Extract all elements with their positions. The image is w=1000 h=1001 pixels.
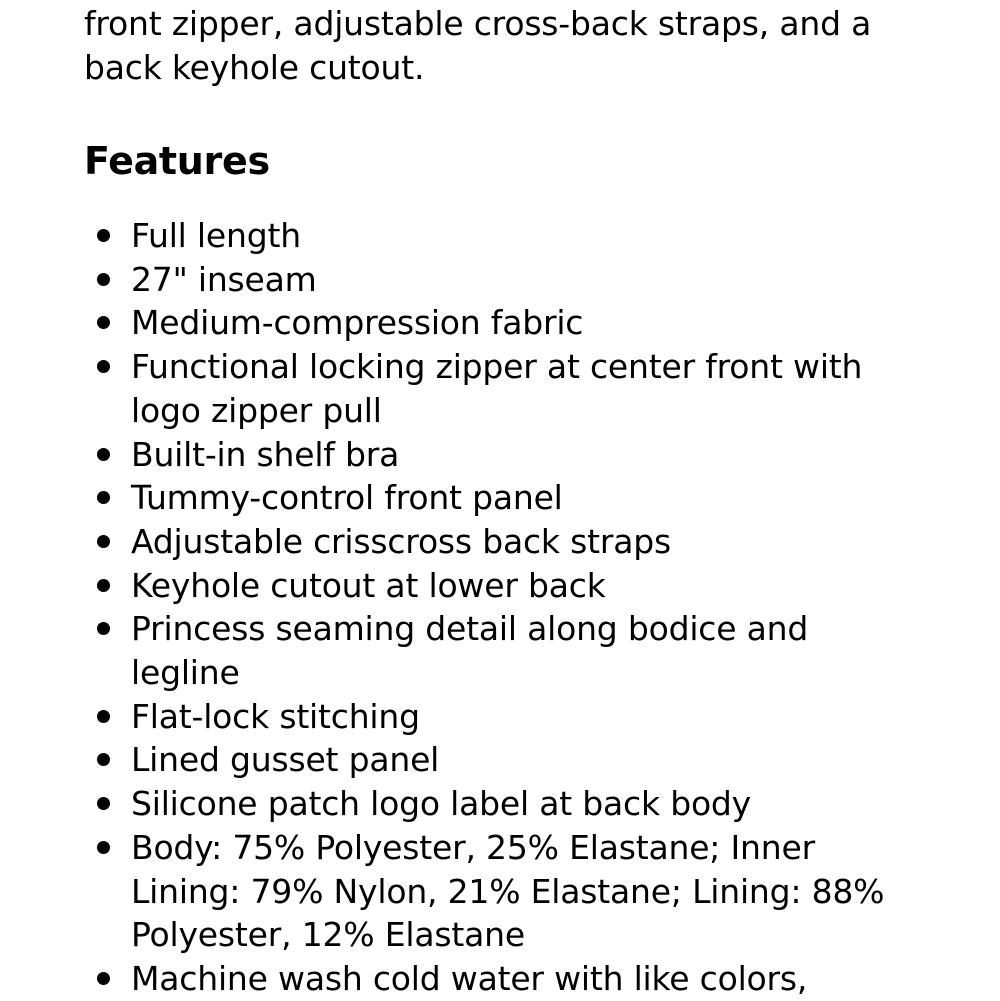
feature-text: 27" inseam — [131, 259, 317, 299]
bullet-icon — [97, 535, 110, 548]
feature-text: Medium-compression fabric — [131, 303, 584, 343]
feature-item — [84, 301, 914, 345]
feature-text: Lined gusset panel — [131, 740, 440, 780]
feature-item — [84, 695, 914, 739]
feature-text: Flat-lock stitching — [131, 696, 420, 736]
feature-item — [84, 738, 914, 782]
feature-item — [84, 258, 914, 302]
bullet-icon — [97, 797, 110, 810]
feature-item — [84, 433, 914, 477]
feature-item — [84, 607, 914, 694]
bullet-icon — [97, 841, 110, 854]
feature-item — [84, 520, 914, 564]
bullet-icon — [97, 579, 110, 592]
bullet-icon — [97, 448, 110, 461]
bullet-icon — [97, 622, 110, 635]
bullet-icon — [97, 972, 110, 985]
feature-item — [84, 957, 914, 1001]
features-list — [84, 214, 914, 1001]
feature-item — [84, 476, 914, 520]
feature-item — [84, 782, 914, 826]
bullet-icon — [97, 229, 110, 242]
feature-text: Adjustable crisscross back straps — [131, 521, 671, 561]
bullet-icon — [97, 316, 110, 329]
bullet-icon — [97, 491, 110, 504]
bullet-icon — [97, 360, 110, 373]
feature-item — [84, 345, 914, 432]
description-text: front zipper, adjustable cross-back straps, and a back keyhole cutout. — [84, 4, 872, 87]
bullet-icon — [97, 753, 110, 766]
feature-text: Silicone patch logo label at back body — [131, 784, 752, 824]
feature-text: Body: 75% Polyester, 25% Elastane; Inner Lining: 79% Nylon, 21% Elastane; Lining: 88% Polyester, 12% Elastane — [131, 827, 885, 955]
feature-text: Tummy-control front panel — [131, 478, 563, 518]
features-heading: Features — [84, 139, 270, 183]
feature-item — [84, 826, 914, 957]
feature-text: Keyhole cutout at lower back — [131, 565, 606, 605]
feature-text: Built-in shelf bra — [131, 434, 400, 474]
feature-text: Functional locking zipper at center front with logo zipper pull — [131, 347, 863, 430]
feature-text: Princess seaming detail along bodice and legline — [131, 609, 809, 693]
feature-item — [84, 564, 914, 608]
feature-item — [84, 214, 914, 258]
feature-text: Machine wash cold water with like colors, — [131, 958, 808, 998]
bullet-icon — [97, 273, 110, 286]
feature-text: Full length — [131, 216, 301, 255]
bullet-icon — [97, 710, 110, 723]
